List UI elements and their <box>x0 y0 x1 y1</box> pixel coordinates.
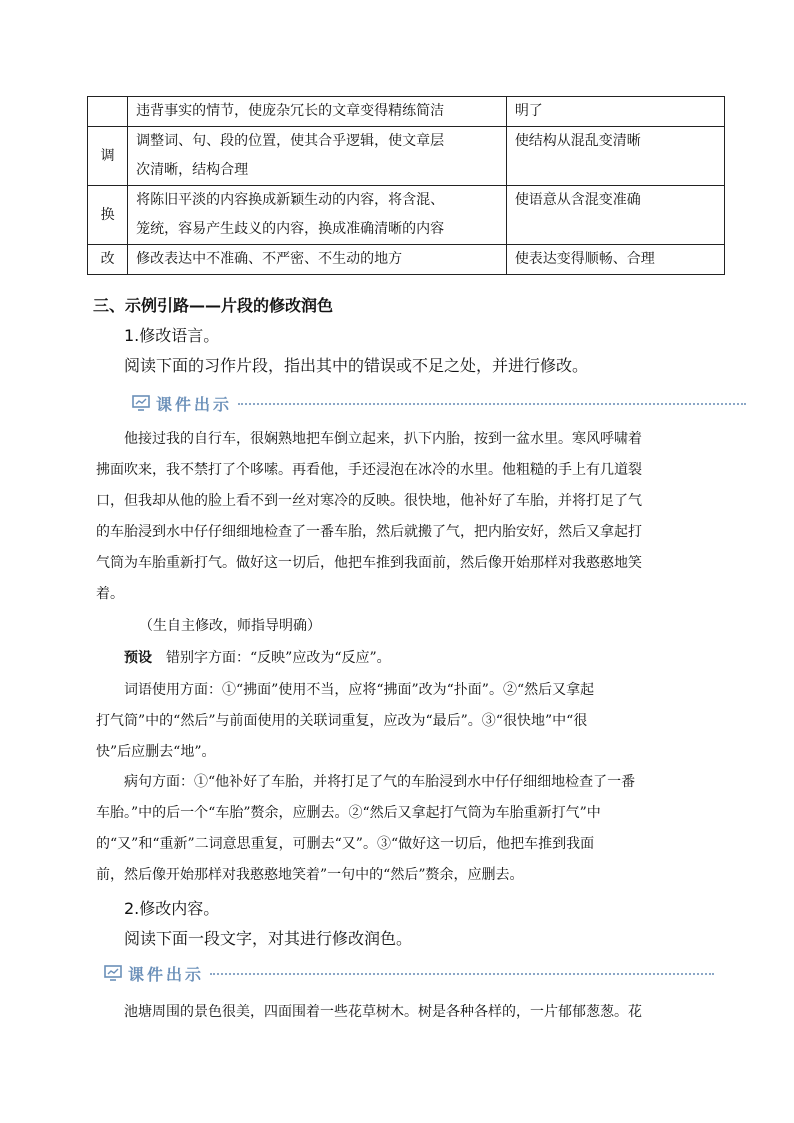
teacher-note: （生自主修改，师指导明确） <box>139 618 321 634</box>
preset-line <box>124 647 391 667</box>
method-description <box>128 245 507 275</box>
method-effect: 使表达变得顺畅、合理 <box>506 245 724 275</box>
table-row <box>88 186 725 245</box>
text-line: 词语使用方面：①“拂面”使用不当，应将“拂面”改为“扑面”。②“然后又拿起 <box>124 682 595 698</box>
banner-label: 课件出示 <box>156 394 233 414</box>
table-row <box>88 245 725 275</box>
text-line: 口，但我却从他的脸上看不到一丝对寒冷的反映。很快地，他补好了车胎，并将打足了气 <box>96 493 642 509</box>
revision-methods-table <box>87 96 725 275</box>
method-effect: 明了 <box>506 97 724 127</box>
method-effect: 使语意从含混变准确 <box>506 186 724 245</box>
text-line: 快”后应删去“地”。 <box>96 744 216 760</box>
text-line: 车胎。”中的后一个“车胎”赘余，应删去。②“然后又拿起打气筒为车胎重新打气”中 <box>96 805 601 821</box>
item-2-title: 2.修改内容。 <box>124 899 220 918</box>
section-heading: 三、示例引路——片段的修改润色 <box>93 296 334 315</box>
courseware-banner-2 <box>104 962 714 984</box>
banner-label: 课件出示 <box>128 964 205 984</box>
presentation-icon <box>132 395 150 411</box>
text-line: 病句方面：①“他补好了车胎，并将打足了气的车胎浸到水中仔仔细细地检查了一番 <box>124 774 636 790</box>
method-description <box>128 97 507 127</box>
preset-text: 错别字方面：“反映”应改为“反应”。 <box>166 650 391 666</box>
description-line: 将陈旧平淡的内容换成新颖生动的内容，将含混、 <box>136 192 445 208</box>
dotted-rule <box>210 973 714 975</box>
table-row <box>88 127 725 186</box>
item-2-desc: 阅读下面一段文字，对其进行修改润色。 <box>124 929 413 948</box>
table-row <box>88 97 725 127</box>
text-line: 前，然后像开始那样对我憨憨地笑着”一句中的“然后”赘余，应删去。 <box>96 867 524 883</box>
presentation-icon <box>104 965 122 981</box>
description-line: 违背事实的情节，使庞杂冗长的文章变得精练简洁 <box>136 103 445 119</box>
preset-label: 预设 <box>124 650 152 666</box>
text-line: 着。 <box>96 586 124 602</box>
method-key: 改 <box>88 245 128 275</box>
item-1-title: 1.修改语言。 <box>124 326 220 345</box>
description-line: 笼统，容易产生歧义的内容，换成准确清晰的内容 <box>136 221 445 237</box>
dotted-rule <box>238 403 746 405</box>
text-line: 他接过我的自行车，很娴熟地把车倒立起来，扒下内胎，按到一盆水里。寒风呼啸着 <box>124 431 642 447</box>
text-line: 的“又”和“重新”二词意思重复，可删去“又”。③“做好这一切后，他把车推到我面 <box>96 836 595 852</box>
description-line: 修改表达中不准确、不严密、不生动的地方 <box>136 251 403 267</box>
description-line: 调整词、句、段的位置，使其合乎逻辑，使文章层 <box>136 133 445 149</box>
text-line: 打气筒”中的“然后”与前面使用的关联词重复，应改为“最后”。③“很快地”中“很 <box>96 713 588 729</box>
text-line: 气筒为车胎重新打气。做好这一切后，他把车推到我面前，然后像开始那样对我憨憨地笑 <box>96 555 642 571</box>
method-description <box>128 127 507 186</box>
method-key: 调 <box>88 127 128 186</box>
method-description <box>128 186 507 245</box>
description-line: 次清晰，结构合理 <box>136 162 249 178</box>
text-line: 拂面吹来，我不禁打了个哆嗦。再看他，手还浸泡在冰冷的水里。他粗糙的手上有几道裂 <box>96 462 642 478</box>
courseware-banner-1 <box>132 392 746 414</box>
method-key: 换 <box>88 186 128 245</box>
text-line: 的车胎浸到水中仔仔细细地检查了一番车胎，然后就搬了气，把内胎安好，然后又拿起打 <box>96 524 642 540</box>
method-effect: 使结构从混乱变清晰 <box>506 127 724 186</box>
item-1-desc: 阅读下面的习作片段，指出其中的错误或不足之处，并进行修改。 <box>124 356 589 375</box>
passage-2: 池塘周围的景色很美，四面围着一些花草树木。树是各种各样的，一片郁郁葱葱。花 <box>124 1004 642 1020</box>
method-key <box>88 97 128 127</box>
